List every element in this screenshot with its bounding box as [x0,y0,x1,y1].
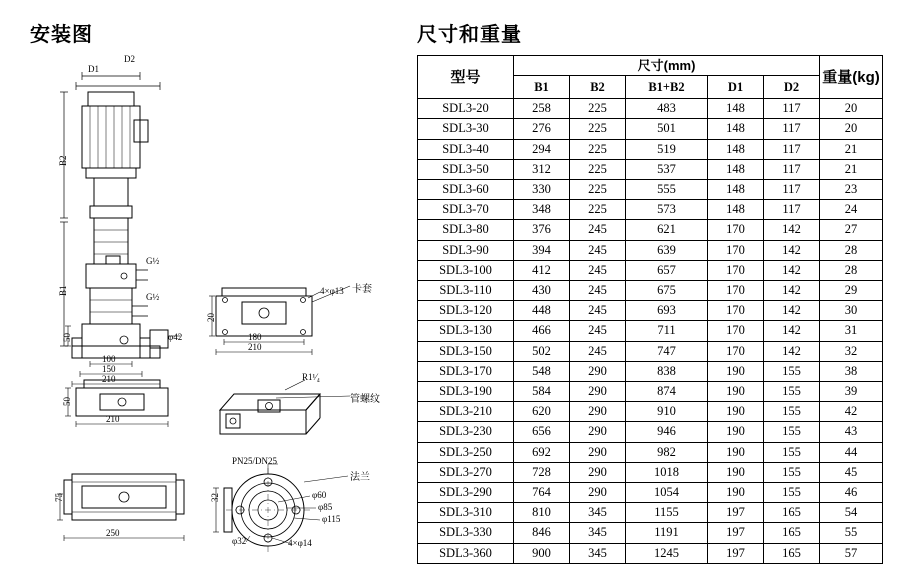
cell-b1: 276 [514,119,570,139]
cell-d1: 148 [708,159,764,179]
cell-d2: 155 [764,382,820,402]
cell-weight: 28 [820,240,883,260]
cell-weight: 46 [820,483,883,503]
dimension-label-210-b: 210 [248,342,262,352]
cell-weight: 54 [820,503,883,523]
cell-b2: 225 [570,119,626,139]
cell-d2: 117 [764,119,820,139]
cell-b1-plus-b2: 693 [626,301,708,321]
callout-4x13-holes: 4×φ13 [320,286,344,296]
dimension-label-210-a: 210 [102,374,116,384]
cell-d2: 155 [764,422,820,442]
dimension-label-dia32: φ32 [232,536,247,546]
dimension-label-210-c: 210 [106,414,120,424]
cell-b1: 430 [514,281,570,301]
cell-b2: 345 [570,503,626,523]
cell-b1: 502 [514,341,570,361]
cell-model: SDL3-310 [418,503,514,523]
cell-b2: 290 [570,361,626,381]
dimension-label-b2: B2 [58,155,68,166]
cell-weight: 23 [820,180,883,200]
cell-d2: 155 [764,442,820,462]
cell-b1-plus-b2: 1245 [626,543,708,563]
cell-weight: 20 [820,119,883,139]
col-header-d1: D1 [708,76,764,99]
cell-b1-plus-b2: 555 [626,180,708,200]
cell-b1: 466 [514,321,570,341]
cell-model: SDL3-120 [418,301,514,321]
cell-b2: 290 [570,483,626,503]
cell-b2: 245 [570,341,626,361]
cell-d1: 190 [708,422,764,442]
cell-d1: 170 [708,341,764,361]
cell-d2: 142 [764,260,820,280]
cell-weight: 32 [820,341,883,361]
col-header-d2: D2 [764,76,820,99]
table-row [418,543,883,563]
cell-d1: 190 [708,462,764,482]
cell-d2: 165 [764,523,820,543]
dimension-label-dia85: φ85 [318,502,333,512]
cell-d2: 117 [764,200,820,220]
cell-b1: 656 [514,422,570,442]
dimension-label-32: 32 [210,493,220,502]
cell-d2: 155 [764,402,820,422]
cell-model: SDL3-90 [418,240,514,260]
cell-d2: 155 [764,462,820,482]
cell-b1: 394 [514,240,570,260]
port-label-g-half-bottom: G½ [146,292,160,302]
cell-b2: 225 [570,159,626,179]
table-row [418,483,883,503]
cell-b1-plus-b2: 838 [626,361,708,381]
table-row [418,99,883,119]
table-row [418,240,883,260]
table-header-row-1 [418,56,883,76]
cell-b1-plus-b2: 946 [626,422,708,442]
cell-d1: 190 [708,361,764,381]
cell-model: SDL3-170 [418,361,514,381]
cell-model: SDL3-250 [418,442,514,462]
cell-b2: 290 [570,382,626,402]
callout-4x14-holes: 4×φ14 [288,538,312,548]
cell-weight: 57 [820,543,883,563]
cell-b1-plus-b2: 1054 [626,483,708,503]
callout-pn25-dn25: PN25/DN25 [232,456,278,466]
cell-d1: 197 [708,503,764,523]
cell-b1-plus-b2: 874 [626,382,708,402]
cell-model: SDL3-70 [418,200,514,220]
cell-model: SDL3-80 [418,220,514,240]
cell-b1: 258 [514,99,570,119]
table-row [418,402,883,422]
col-header-weight: 重量(kg) [820,56,883,99]
cell-b1-plus-b2: 639 [626,240,708,260]
callout-pipe-thread: 管螺纹 [350,394,380,405]
cell-d1: 190 [708,442,764,462]
table-row [418,321,883,341]
cell-b2: 245 [570,281,626,301]
dimension-label-20: 20 [206,313,216,322]
cell-weight: 28 [820,260,883,280]
cell-d2: 117 [764,180,820,200]
cell-b2: 345 [570,523,626,543]
cell-d2: 142 [764,240,820,260]
cell-b1: 548 [514,361,570,381]
col-header-b2: B2 [570,76,626,99]
cell-model: SDL3-20 [418,99,514,119]
cell-b1: 448 [514,301,570,321]
table-row [418,382,883,402]
callout-r1-1-4: R1¹⁄₄ [302,372,320,382]
cell-d1: 170 [708,220,764,240]
table-row [418,462,883,482]
cell-b2: 245 [570,260,626,280]
table-row [418,422,883,442]
cell-model: SDL3-60 [418,180,514,200]
cell-d1: 148 [708,180,764,200]
cell-b2: 245 [570,321,626,341]
cell-b2: 225 [570,139,626,159]
cell-b2: 245 [570,240,626,260]
dimension-label-150: 150 [102,364,116,374]
table-row [418,442,883,462]
cell-b2: 225 [570,99,626,119]
cell-weight: 21 [820,139,883,159]
cell-model: SDL3-330 [418,523,514,543]
cell-weight: 21 [820,159,883,179]
cell-b1-plus-b2: 1018 [626,462,708,482]
dimension-label-250: 250 [106,528,120,538]
dimension-label-dia42: φ42 [168,332,183,342]
dimension-label-75: 75 [54,493,64,502]
dimension-label-50-b: 50 [62,397,72,406]
callout-sleeve: 卡套 [352,284,372,295]
cell-b1-plus-b2: 501 [626,119,708,139]
dimension-label-d1: D1 [88,64,99,74]
cell-b1: 412 [514,260,570,280]
spec-table-wrapper [417,55,882,564]
cell-weight: 45 [820,462,883,482]
cell-d1: 197 [708,523,764,543]
cell-b1: 376 [514,220,570,240]
dimension-label-b1: B1 [58,285,68,296]
cell-model: SDL3-100 [418,260,514,280]
cell-weight: 27 [820,220,883,240]
cell-d1: 170 [708,321,764,341]
cell-b1: 728 [514,462,570,482]
dimension-label-100: 100 [102,354,116,364]
cell-d2: 117 [764,159,820,179]
cell-b2: 290 [570,462,626,482]
cell-b1: 810 [514,503,570,523]
col-header-dimensions-group: 尺寸(mm) [514,56,820,76]
pump-drawing-svg [20,50,410,560]
cell-model: SDL3-230 [418,422,514,442]
cell-b1-plus-b2: 483 [626,99,708,119]
cell-d1: 170 [708,281,764,301]
cell-model: SDL3-360 [418,543,514,563]
cell-b1-plus-b2: 1191 [626,523,708,543]
cell-d2: 155 [764,361,820,381]
dimension-label-180: 180 [248,332,262,342]
page-title-dimensions: 尺寸和重量 [417,24,522,46]
cell-d2: 155 [764,483,820,503]
cell-b1-plus-b2: 573 [626,200,708,220]
col-header-b1-plus-b2: B1+B2 [626,76,708,99]
table-row [418,220,883,240]
table-row [418,341,883,361]
cell-d1: 148 [708,119,764,139]
cell-b1: 330 [514,180,570,200]
cell-b1-plus-b2: 519 [626,139,708,159]
table-row [418,119,883,139]
spec-table-body [418,99,883,564]
cell-b2: 225 [570,200,626,220]
table-row [418,523,883,543]
cell-b1-plus-b2: 621 [626,220,708,240]
cell-model: SDL3-130 [418,321,514,341]
cell-b2: 245 [570,220,626,240]
dimension-label-dia115: φ115 [322,514,341,524]
cell-model: SDL3-210 [418,402,514,422]
cell-b2: 290 [570,422,626,442]
cell-b1-plus-b2: 910 [626,402,708,422]
cell-b2: 225 [570,180,626,200]
col-header-b1: B1 [514,76,570,99]
table-row [418,281,883,301]
cell-model: SDL3-40 [418,139,514,159]
installation-drawing-section [0,0,410,572]
spec-table [417,55,883,564]
cell-weight: 39 [820,382,883,402]
cell-b1-plus-b2: 982 [626,442,708,462]
cell-model: SDL3-110 [418,281,514,301]
cell-d2: 142 [764,321,820,341]
cell-d2: 117 [764,139,820,159]
table-row [418,200,883,220]
cell-d1: 148 [708,99,764,119]
cell-weight: 44 [820,442,883,462]
cell-d1: 190 [708,483,764,503]
cell-d1: 170 [708,260,764,280]
cell-weight: 42 [820,402,883,422]
cell-d1: 190 [708,402,764,422]
cell-b1: 348 [514,200,570,220]
cell-b1: 692 [514,442,570,462]
cell-b1: 294 [514,139,570,159]
cell-b1: 764 [514,483,570,503]
cell-d2: 142 [764,341,820,361]
cell-d1: 170 [708,240,764,260]
table-row [418,180,883,200]
cell-b1-plus-b2: 711 [626,321,708,341]
cell-d2: 165 [764,543,820,563]
cell-model: SDL3-290 [418,483,514,503]
cell-d1: 148 [708,200,764,220]
col-header-model: 型号 [418,56,514,99]
cell-weight: 31 [820,321,883,341]
table-row [418,139,883,159]
callout-flange: 法兰 [350,472,370,483]
cell-b1: 846 [514,523,570,543]
cell-weight: 30 [820,301,883,321]
cell-b1: 312 [514,159,570,179]
dimension-label-dia60: φ60 [312,490,327,500]
cell-b2: 290 [570,402,626,422]
cell-b2: 245 [570,301,626,321]
spec-table-head [418,56,883,99]
cell-d2: 142 [764,220,820,240]
table-row [418,159,883,179]
cell-model: SDL3-270 [418,462,514,482]
cell-weight: 24 [820,200,883,220]
cell-model: SDL3-30 [418,119,514,139]
cell-b1-plus-b2: 747 [626,341,708,361]
cell-weight: 38 [820,361,883,381]
installation-drawing [20,50,410,560]
cell-weight: 55 [820,523,883,543]
cell-d1: 148 [708,139,764,159]
cell-model: SDL3-50 [418,159,514,179]
cell-b1-plus-b2: 1155 [626,503,708,523]
cell-b1: 900 [514,543,570,563]
dimension-label-50-a: 50 [62,333,72,342]
table-row [418,361,883,381]
cell-weight: 29 [820,281,883,301]
cell-b1: 620 [514,402,570,422]
cell-b2: 345 [570,543,626,563]
port-label-g-half-top: G½ [146,256,160,266]
table-row [418,301,883,321]
cell-b1-plus-b2: 537 [626,159,708,179]
cell-b1-plus-b2: 675 [626,281,708,301]
cell-d2: 142 [764,281,820,301]
cell-d1: 197 [708,543,764,563]
cell-weight: 20 [820,99,883,119]
cell-b2: 290 [570,442,626,462]
cell-d2: 142 [764,301,820,321]
cell-model: SDL3-190 [418,382,514,402]
cell-b1: 584 [514,382,570,402]
dimension-label-d2: D2 [124,54,135,64]
cell-d1: 170 [708,301,764,321]
cell-d1: 190 [708,382,764,402]
cell-weight: 43 [820,422,883,442]
cell-model: SDL3-150 [418,341,514,361]
table-row [418,260,883,280]
table-row [418,503,883,523]
cell-d2: 117 [764,99,820,119]
cell-b1-plus-b2: 657 [626,260,708,280]
page-title-installation: 安装图 [30,24,93,46]
cell-d2: 165 [764,503,820,523]
